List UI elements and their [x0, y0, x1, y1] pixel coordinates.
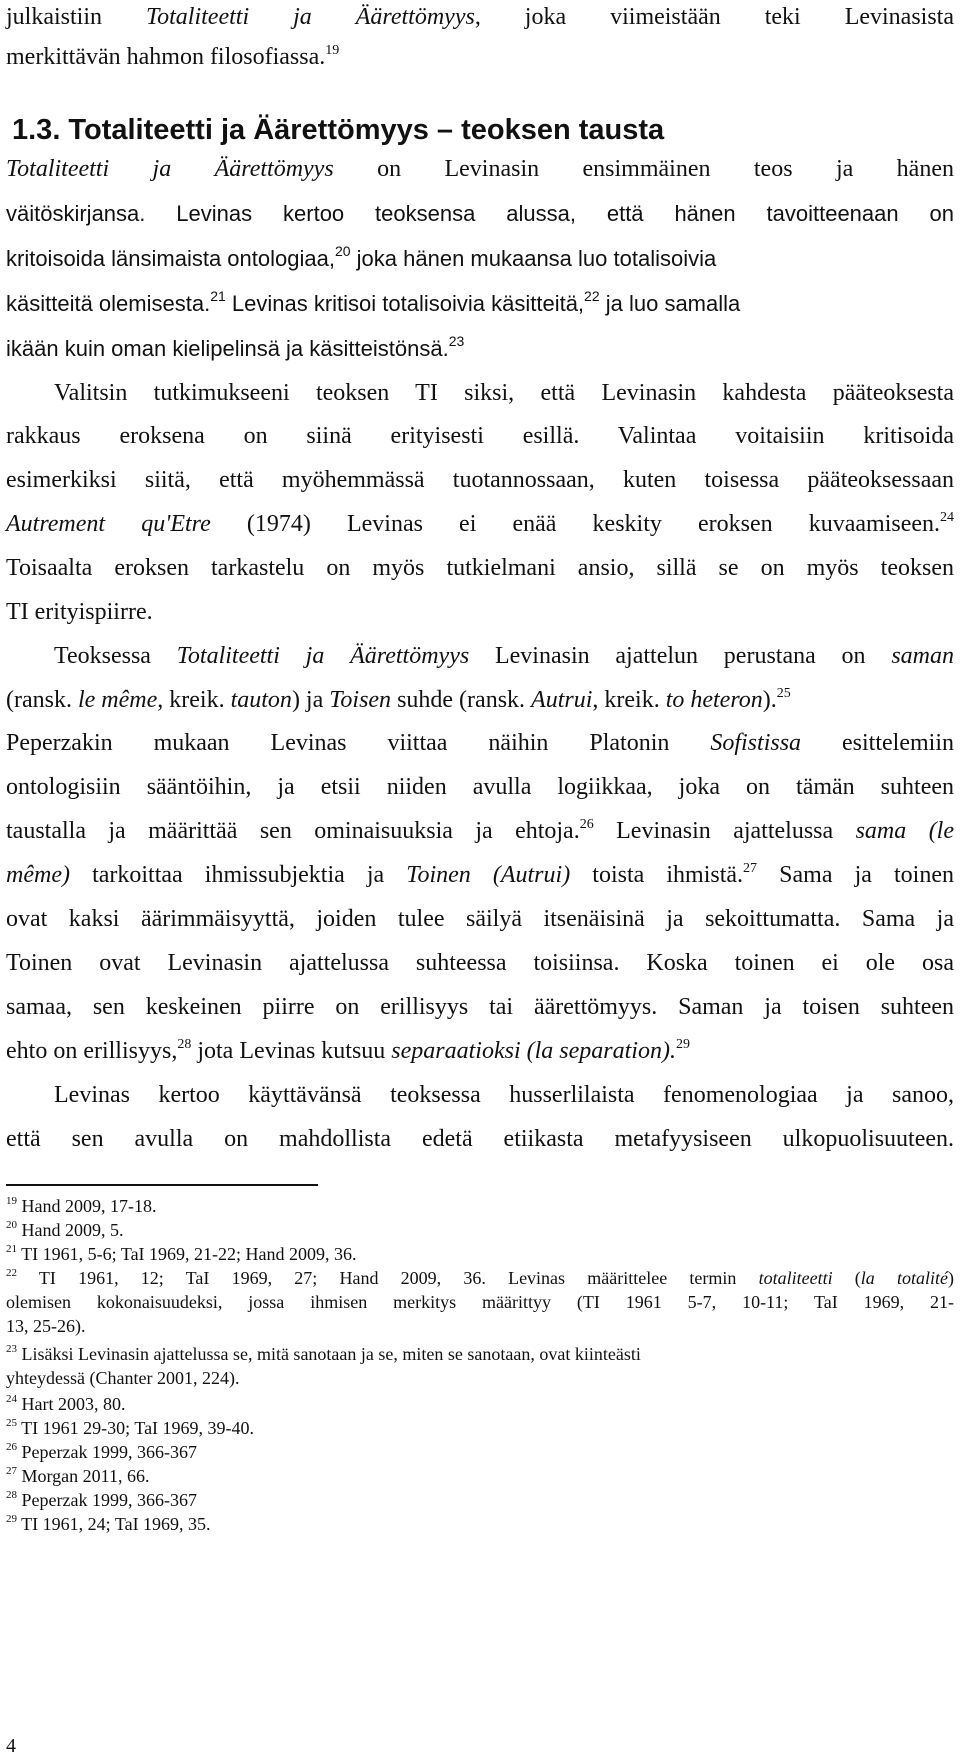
footnote: $^{25}$ TI 1961 29-30; TaI 1969, 39-40.: [6, 1417, 255, 1438]
footnote-ref: 23: [448, 333, 465, 349]
footnote-ref: 20: [334, 243, 351, 259]
footnote-separator: [6, 1184, 318, 1186]
text-line: Toinen ovat Levinasin ajattelussa suhteessa toisiinsa. Koska toinen ei ole osa: [6, 950, 954, 976]
page-number: 4: [6, 1735, 16, 1757]
footnote-ref: 22: [584, 288, 600, 304]
text-line: julkaistiin Totaliteetti ja Äärettömyys, joka viimeistään teki Levinasista: [6, 4, 955, 30]
footnote: $^{22}$ TI 1961, 12; TaI 1969, 27; Hand 2009, 36. Levinas määrittelee termin totaliteetti (la totalité): [6, 1267, 954, 1288]
footnote-ref: 26: [579, 817, 594, 832]
footnote-ref: 24: [940, 510, 955, 525]
footnote-continuation: 13, 25-26).: [6, 1316, 86, 1336]
text-line: ontologisiin sääntöihin, ja etsii niiden avulla logiikkaa, joka on tämän suhteen: [6, 774, 954, 800]
footnote-ref: 25: [776, 686, 791, 701]
text-line: ovat kaksi äärimmäisyyttä, joiden tulee säilyä itsenäisinä ja sekoittumatta. Sama ja: [6, 906, 954, 932]
footnote: $^{28}$ Peperzak 1999, 366-367: [6, 1489, 197, 1510]
text-line: même) tarkoittaa ihmissubjektia ja Toinen (Autrui) toista ihmistä.$^{27}$ Sama ja toinen: [6, 861, 954, 888]
text-line: Autrement qu'Etre (1974) Levinas ei enää keskity eroksen kuvaamiseen.$^{24}$: [6, 510, 955, 537]
footnote-continuation: yhteydessä (Chanter 2001, 224).: [6, 1368, 240, 1388]
text-line: ikään kuin oman kielipelinsä ja käsitteistönsä.$^{23}$: [6, 333, 465, 361]
text-line: Teoksessa Totaliteetti ja Äärettömyys Levinasin ajattelun perustana on saman: [54, 643, 954, 669]
footnote-ref: 27: [743, 861, 758, 876]
text-line: TI erityispiirre.: [6, 599, 153, 625]
text-line: ehto on erillisyys,$^{28}$ jota Levinas kutsuu separaatioksi (la separation).$^{29}$: [6, 1037, 690, 1064]
footnote: $^{20}$ Hand 2009, 5.: [6, 1219, 124, 1240]
text-line: merkittävän hahmon filosofiassa.$^{19}$: [6, 43, 340, 70]
text-line: rakkaus eroksena on siinä erityisesti esillä. Valintaa voitaisiin kritisoida: [6, 423, 954, 449]
text-line: (ransk. le même, kreik. tauton) ja Toisen suhde (ransk. Autrui, kreik. to heteron).$^{25}$: [6, 686, 791, 713]
footnote-ref: 19: [325, 43, 340, 58]
section-heading: 1.3. Totaliteetti ja Äärettömyys – teoksen tausta: [12, 114, 665, 146]
footnote: $^{27}$ Morgan 2011, 66.: [6, 1465, 150, 1486]
text-line: käsitteitä olemisesta.$^{21}$ Levinas kritisoi totalisoivia käsitteitä,$^{22}$ ja luo samalla: [6, 288, 741, 316]
text-line: Levinas kertoo käyttävänsä teoksessa husserlilaista fenomenologiaa ja sanoo,: [54, 1082, 954, 1108]
text-line: Toisaalta eroksen tarkastelu on myös tutkielmani ansio, sillä se on myös teoksen: [6, 555, 954, 581]
text-line: taustalla ja määrittää sen ominaisuuksia ja ehtoja.$^{26}$ Levinasin ajattelussa sama (le: [6, 817, 955, 844]
footnote: $^{26}$ Peperzak 1999, 366-367: [6, 1441, 197, 1462]
text-line: Totaliteetti ja Äärettömyys on Levinasin ensimmäinen teos ja hänen: [6, 156, 954, 182]
footnote-ref: 21: [210, 288, 226, 304]
text-line: samaa, sen keskeinen piirre on erillisyys tai äärettömyys. Saman ja toisen suhteen: [6, 994, 954, 1020]
text-line: kritoisoida länsimaista ontologiaa,$^{20}$ joka hänen mukaansa luo totalisoivia: [6, 243, 717, 271]
footnote-ref: 28: [177, 1037, 192, 1052]
text-line: väitöskirjansa. Levinas kertoo teoksensa alussa, että hänen tavoitteenaan on: [6, 201, 954, 226]
footnote-continuation: olemisen kokonaisuudeksi, jossa ihmisen merkitys määrittyy (TI 1961 5-7, 10-11; TaI 1969, 21-: [6, 1292, 954, 1312]
footnote: $^{23}$ Lisäksi Levinasin ajattelussa se, mitä sanotaan ja se, miten se sanotaan, ovat kiinteästi: [6, 1343, 641, 1364]
text-line: Peperzakin mukaan Levinas viittaa näihin Platonin Sofistissa esittelemiin: [6, 730, 954, 756]
text-line: että sen avulla on mahdollista edetä etiikasta metafyysiseen ulkopuolisuuteen.: [6, 1126, 954, 1152]
text-line: Valitsin tutkimukseeni teoksen TI siksi, että Levinasin kahdesta pääteoksesta: [54, 380, 954, 406]
footnote: $^{24}$ Hart 2003, 80.: [6, 1393, 126, 1414]
footnote: $^{29}$ TI 1961, 24; TaI 1969, 35.: [6, 1513, 211, 1534]
footnote: $^{21}$ TI 1961, 5-6; TaI 1969, 21-22; Hand 2009, 36.: [6, 1243, 357, 1264]
footnote-ref: 29: [675, 1037, 690, 1052]
text-line: esimerkiksi siitä, että myöhemmässä tuotannossaan, kuten toisessa pääteoksessaan: [6, 467, 954, 493]
footnote: $^{19}$ Hand 2009, 17-18.: [6, 1195, 157, 1216]
